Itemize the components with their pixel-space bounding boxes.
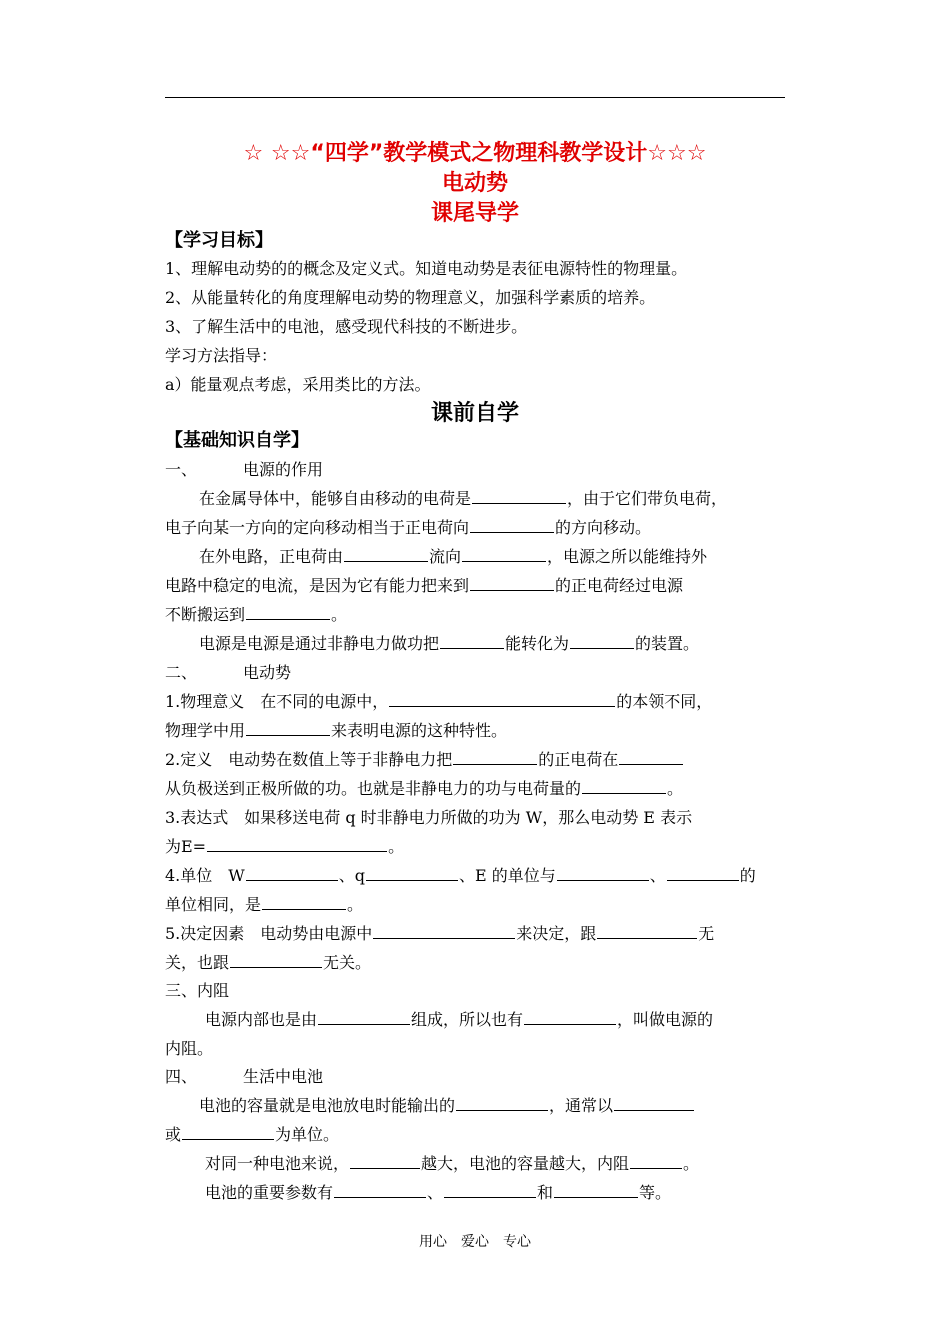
- fill-blank[interactable]: [246, 865, 338, 881]
- text: 电子向某一方向的定向移动相当于正电荷向: [165, 518, 470, 537]
- text-line: [199, 1095, 695, 1117]
- text-line: [165, 575, 683, 597]
- text-line: [165, 604, 347, 626]
- objective-item: 3、了解生活中的电池，感受现代科技的不断进步。: [165, 317, 528, 336]
- text-line: [165, 720, 507, 742]
- text-line: [165, 865, 756, 887]
- text: 或: [165, 1125, 182, 1144]
- objective-item: 1、理解电动势的的概念及定义式。知道电动势是表征电源特性的物理量。: [165, 259, 688, 278]
- section-title: 电动势: [243, 663, 292, 682]
- text: 来决定，跟: [516, 924, 597, 943]
- text-line: [205, 1153, 699, 1175]
- section-2-heading: [165, 662, 291, 684]
- text: 流向: [429, 547, 462, 566]
- text-line: [199, 546, 707, 568]
- text: 电源内部也是由: [205, 1010, 318, 1029]
- fill-blank[interactable]: [554, 1182, 638, 1198]
- fill-blank[interactable]: [470, 517, 554, 533]
- section-1-heading: [165, 459, 323, 481]
- text: 2.定义 电动势在数值上等于非静电力把: [165, 750, 453, 769]
- text: 1.物理意义 在不同的电源中，: [165, 692, 389, 711]
- fill-blank[interactable]: [456, 1095, 548, 1111]
- text-line: [165, 517, 651, 539]
- text: 、E 的单位与: [458, 866, 556, 885]
- text: 。: [331, 605, 348, 624]
- text-line: [165, 952, 371, 974]
- text-line: 内阻。: [165, 1039, 214, 1058]
- text-line: [165, 691, 712, 713]
- section-title: 电源的作用: [243, 460, 324, 479]
- text-line: [165, 894, 363, 916]
- page-footer: 用心 爱心 专心: [419, 1234, 531, 1250]
- section-number: 二、: [165, 663, 198, 682]
- fill-blank[interactable]: [246, 604, 330, 620]
- fill-blank[interactable]: [389, 691, 615, 707]
- fill-blank[interactable]: [524, 1009, 616, 1025]
- text: 的装置。: [635, 634, 700, 653]
- fill-blank[interactable]: [366, 865, 458, 881]
- basic-knowledge-heading: 【基础知识自学】: [165, 430, 309, 451]
- text-line: [165, 836, 404, 858]
- fill-blank[interactable]: [230, 952, 322, 968]
- text: 能转化为: [505, 634, 570, 653]
- text-line: [165, 807, 692, 829]
- fill-blank[interactable]: [373, 923, 515, 939]
- fill-blank[interactable]: [444, 1182, 536, 1198]
- text: ，通常以: [549, 1096, 614, 1115]
- subtitle: 课尾导学: [430, 201, 519, 226]
- preclass-heading: 课前自学: [430, 401, 519, 426]
- objective-item: 2、从能量转化的角度理解电动势的物理意义，加强科学素质的培养。: [165, 288, 656, 307]
- fill-blank[interactable]: [582, 778, 666, 794]
- section-3-heading: 三、内阻: [165, 981, 230, 1000]
- text: ，由于它们带负电荷，: [567, 489, 728, 508]
- method-item: a）能量观点考虑，采用类比的方法。: [165, 375, 431, 394]
- fill-blank[interactable]: [570, 633, 634, 649]
- text: ，叫做电源的: [617, 1010, 714, 1029]
- fill-blank[interactable]: [472, 488, 566, 504]
- fill-blank[interactable]: [344, 546, 428, 562]
- text-line: [199, 633, 699, 655]
- fill-blank[interactable]: [350, 1153, 420, 1169]
- section-title: 生活中电池: [243, 1067, 324, 1086]
- fill-blank[interactable]: [462, 546, 546, 562]
- text: 的正电荷在: [538, 750, 619, 769]
- page-title: ☆ ☆☆“四学”教学模式之物理科教学设计☆☆☆: [243, 141, 707, 166]
- text: 电池的容量就是电池放电时能输出的: [199, 1096, 456, 1115]
- text: 不断搬运到: [165, 605, 246, 624]
- method-label: 学习方法指导：: [165, 346, 278, 365]
- fill-blank[interactable]: [246, 720, 330, 736]
- text: 为单位。: [275, 1125, 340, 1144]
- text: 单位相同，是: [165, 895, 262, 914]
- text: 的: [739, 866, 756, 885]
- fill-blank[interactable]: [597, 923, 697, 939]
- text: 关，也跟: [165, 953, 230, 972]
- fill-blank[interactable]: [182, 1124, 274, 1140]
- text-line: [165, 923, 714, 945]
- text: 的本领不同，: [616, 692, 713, 711]
- section-number: 一、: [165, 460, 198, 479]
- text: 物理学中用: [165, 721, 246, 740]
- fill-blank[interactable]: [262, 894, 346, 910]
- text: 、: [427, 1183, 444, 1202]
- fill-blank[interactable]: [334, 1182, 426, 1198]
- text: 。: [683, 1154, 700, 1173]
- topic-title: 电动势: [441, 171, 508, 196]
- text: 电源是电源是通过非静电力做功把: [199, 634, 440, 653]
- text: 从负极送到正极所做的功。也就是非静电力的功与电荷量的: [165, 779, 582, 798]
- section-number: 四、: [165, 1067, 198, 1086]
- text: 电池的重要参数有: [205, 1183, 334, 1202]
- objectives-heading: 【学习目标】: [165, 230, 273, 251]
- text: 。: [347, 895, 364, 914]
- text: ，电源之所以能维持外: [547, 547, 708, 566]
- text-line: [165, 778, 683, 800]
- text: 越大，电池的容量越大，内阻: [421, 1154, 630, 1173]
- text: 对同一种电池来说，: [205, 1154, 350, 1173]
- fill-blank[interactable]: [453, 749, 537, 765]
- header-rule: [165, 97, 785, 98]
- fill-blank[interactable]: [619, 749, 683, 765]
- text-line: [165, 1124, 339, 1146]
- text: 的正电荷经过电源: [555, 576, 684, 595]
- text-line: [205, 1182, 671, 1204]
- text: 无: [698, 924, 715, 943]
- fill-blank[interactable]: [630, 1153, 682, 1169]
- text: 在外电路，正电荷由: [199, 547, 344, 566]
- section-4-heading: [165, 1066, 323, 1088]
- text: 在金属导体中，能够自由移动的电荷是: [199, 489, 472, 508]
- text: 组成，所以也有: [411, 1010, 524, 1029]
- text-line: [165, 749, 684, 771]
- text: 和: [537, 1183, 554, 1202]
- fill-blank[interactable]: [557, 865, 649, 881]
- text: 。: [388, 837, 405, 856]
- fill-blank[interactable]: [440, 633, 504, 649]
- text-line: [199, 488, 727, 510]
- text: 3.表达式 如果移送电荷 q 时非静电力所做的功为 W，那么电动势 E 表示: [165, 808, 693, 827]
- text: 5.决定因素 电动势由电源中: [165, 924, 373, 943]
- text: 、: [649, 866, 666, 885]
- text: 电路中稳定的电流，是因为它有能力把来到: [165, 576, 470, 595]
- text: 4.单位 W: [165, 866, 245, 885]
- text: 为E=: [165, 837, 207, 856]
- text: 无关。: [323, 953, 372, 972]
- fill-blank[interactable]: [207, 836, 387, 852]
- text: 。: [667, 779, 684, 798]
- text: 来表明电源的这种特性。: [331, 721, 508, 740]
- fill-blank[interactable]: [318, 1009, 410, 1025]
- fill-blank[interactable]: [667, 865, 739, 881]
- text-line: [205, 1009, 713, 1031]
- text: 的方向移动。: [555, 518, 652, 537]
- fill-blank[interactable]: [614, 1095, 694, 1111]
- fill-blank[interactable]: [470, 575, 554, 591]
- text: 、q: [338, 866, 365, 885]
- text: 等。: [639, 1183, 672, 1202]
